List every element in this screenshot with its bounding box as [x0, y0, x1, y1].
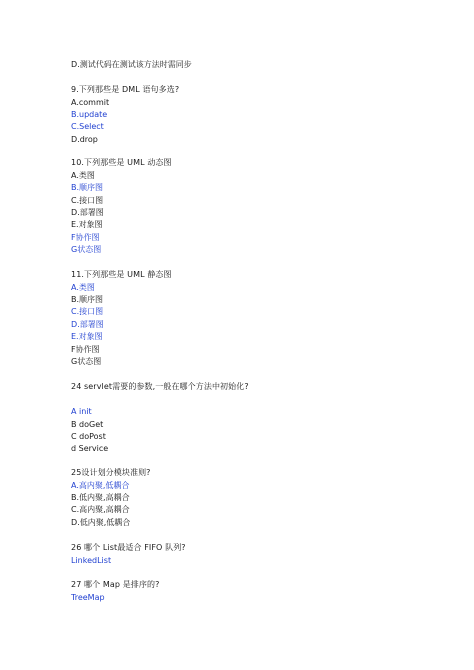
option-11d: D.部署图: [71, 320, 104, 329]
question-26: 26 哪个 List最适合 FIFO 队列?: [71, 543, 186, 552]
question-10: 10.下列那些是 UML 动态图: [71, 158, 172, 167]
option-10b: B.顺序图: [71, 183, 104, 192]
option-11b: B.顺序图: [71, 295, 104, 304]
question-24: 24 servlet需要的参数,一般在哪个方法中初始化?: [71, 382, 249, 391]
answer-26: LinkedList: [71, 556, 112, 565]
option-10a: A.类图: [71, 171, 95, 180]
option-9d: D.drop: [71, 135, 98, 144]
option-25a: A.高内聚,低耦合: [71, 481, 130, 490]
option-24b: B doGet: [71, 420, 104, 429]
option-25b: B.低内聚,高耦合: [71, 493, 130, 502]
option-25c: C.高内聚,高耦合: [71, 505, 130, 514]
option-9a: A.commit: [71, 98, 110, 107]
option-10e: E.对象图: [71, 220, 103, 229]
option-24c: C doPost: [71, 432, 106, 441]
question-9: 9.下列那些是 DML 语句多选?: [71, 85, 180, 94]
option-10d: D.部署图: [71, 208, 104, 217]
option-10g: G状态图: [71, 245, 102, 254]
option-11c: C.接口图: [71, 307, 104, 316]
option-9c: C.Select: [71, 122, 104, 131]
option-24d: d Service: [71, 444, 109, 453]
option-11f: F协作图: [71, 345, 100, 354]
answer-option: D.测试代码在测试该方法时需同步: [71, 60, 192, 69]
option-24a: A init: [71, 407, 92, 416]
option-11e: E.对象图: [71, 332, 103, 341]
option-11g: G状态图: [71, 357, 102, 366]
option-10c: C.接口图: [71, 196, 104, 205]
option-25d: D.低内聚,低耦合: [71, 518, 131, 527]
option-9b: B.update: [71, 110, 108, 119]
option-10f: F协作图: [71, 233, 100, 242]
question-11: 11.下列那些是 UML 静态图: [71, 270, 172, 279]
question-25: 25设计划分模块准则?: [71, 468, 151, 477]
question-27: 27 哪个 Map 是排序的?: [71, 580, 160, 589]
answer-27: TreeMap: [71, 593, 105, 602]
option-11a: A.类图: [71, 283, 95, 292]
